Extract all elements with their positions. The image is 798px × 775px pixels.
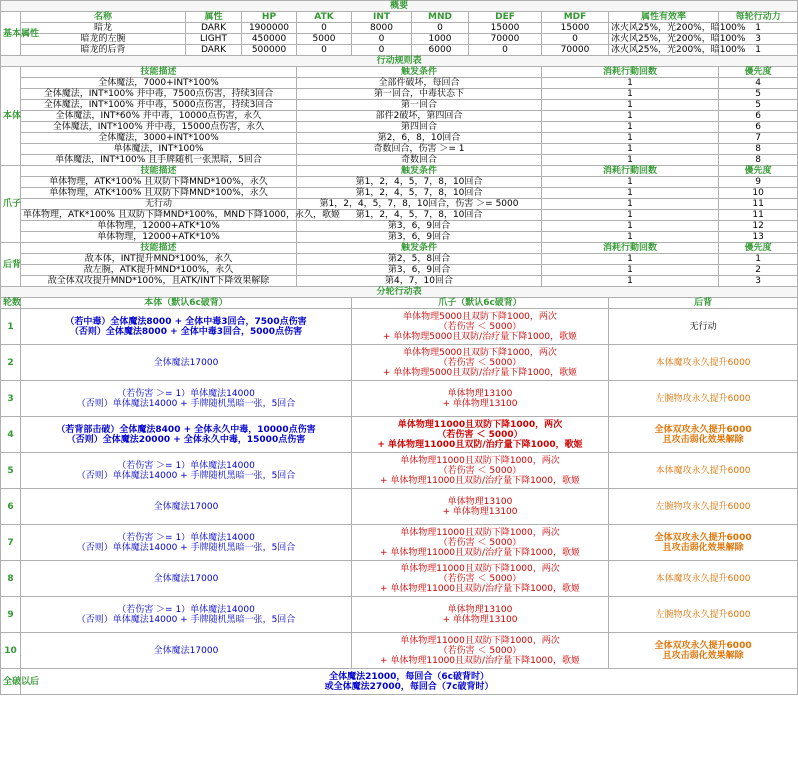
action-cost: 1 [542, 199, 719, 210]
overview-header-cell: 名称 [21, 12, 186, 23]
cell-line: （若背部击破）全体魔法8400 + 全体永久中毒，10000点伤害 [56, 424, 316, 435]
action-cost: 1 [542, 177, 719, 188]
overview-header-cell: MDF [542, 12, 609, 23]
rules-header-cost: 消耗行動回数 [542, 243, 719, 254]
priority: 8 [719, 155, 798, 166]
overview-cell: 0 [412, 23, 469, 34]
body-action [21, 633, 352, 669]
cell-line: 或全体魔法27000，每回合（7c破背时） [324, 681, 494, 692]
overview-cell: 1 [719, 45, 798, 56]
overview-cell: 15000 [469, 23, 542, 34]
overview-cell: 0 [352, 34, 412, 45]
back-action [609, 525, 798, 561]
rules-group-label: 本体 [1, 67, 21, 166]
overview-cell: 70000 [469, 34, 542, 45]
round-number: 5 [1, 453, 21, 489]
overview-cell: DARK [186, 45, 242, 56]
cell-line: （若伤害 ＜ 5000） [438, 465, 522, 476]
skill-description: 全体魔法，INT*100% 并中毒，5000点伤害，持续3回合 [21, 100, 297, 111]
cell-line: （否则）单体魔法14000 + 手牌随机黑暗一张，5回合 [76, 614, 296, 625]
rules-data-row [1, 89, 798, 100]
cell-line: 左腕物攻永久提升6000 [655, 393, 751, 404]
rules-data-row [1, 254, 798, 265]
cell-line: + 单体物理13100 [442, 506, 518, 517]
action-cost: 1 [542, 144, 719, 155]
cell-line: 单体物理11000且双防下降1000，两次 [400, 455, 560, 466]
skill-description: 单体物理，12000+ATK*10% [21, 232, 297, 243]
action-cost: 1 [542, 221, 719, 232]
cell-line: 全体魔法17000 [153, 357, 219, 368]
turns-header-round: 轮数 [1, 298, 21, 309]
rules-header-row [1, 67, 798, 78]
rules-data-row [1, 276, 798, 287]
overview-header-cell: 属性 [186, 12, 242, 23]
trigger-condition: 第3，6，9回合 [297, 265, 542, 276]
skill-description: 单体魔法，INT*100% [21, 144, 297, 155]
cell-line: 单体物理5000且双防下降1000，两次 [403, 311, 557, 322]
body-action [21, 381, 352, 417]
rules-header-cost: 消耗行動回数 [542, 67, 719, 78]
overview-section-title: 概要 [1, 1, 798, 12]
cell-line: 且攻击弱化效果解除 [662, 434, 744, 445]
rules-header-trigger: 触发条件 [297, 166, 542, 177]
overview-cell: 暗龙 [21, 23, 186, 34]
overview-cell: 1000 [412, 34, 469, 45]
cell-line: + 单体物理11000且双防/治疗量下降1000，歌姬 [380, 475, 580, 486]
skill-description: 全体魔法，INT*60% 并中毒，10000点伤害，永久 [21, 111, 297, 122]
rules-data-row [1, 265, 798, 276]
rules-data-row [1, 188, 798, 199]
action-cost: 1 [542, 276, 719, 287]
rules-header-skill: 技能描述 [21, 67, 297, 78]
action-cost: 1 [542, 232, 719, 243]
cell-line: 左腕物攻永久提升6000 [655, 609, 751, 620]
skill-description: 敌左腕，ATK提升MND*100%，永久 [21, 265, 297, 276]
body-action [21, 597, 352, 633]
skill-description: 单体物理，ATK*100% 且双防下降MND*100%，MND下降1000，永久，歌姬 [21, 210, 297, 221]
overview-cell: 3 [719, 34, 798, 45]
cell-line: 无行动 [689, 321, 717, 332]
turn-row [1, 345, 798, 381]
turn-row [1, 453, 798, 489]
cell-line: （若伤害 ＞= 1）单体魔法14000 [117, 460, 255, 471]
cell-line: 全体双攻永久提升6000 [654, 640, 752, 651]
cell-line: + 单体物理13100 [442, 614, 518, 625]
overview-cell: 1 [719, 23, 798, 34]
trigger-condition: 第四回合 [297, 122, 542, 133]
trigger-condition: 第3，6，9回合 [297, 232, 542, 243]
turn-row [1, 561, 798, 597]
back-action [609, 345, 798, 381]
cell-line: 且攻击弱化效果解除 [662, 542, 744, 553]
trigger-condition: 第1，2，4，5，7，8，10回合 [297, 210, 542, 221]
priority: 1 [719, 254, 798, 265]
turn-row [1, 597, 798, 633]
cell-line: （若伤害 ＞= 1）单体魔法14000 [117, 388, 255, 399]
cell-line: + 单体物理5000且双防/治疗量下降1000，歌姬 [382, 367, 578, 378]
priority: 12 [719, 221, 798, 232]
cell-line: （若伤害 ＞= 1）单体魔法14000 [117, 532, 255, 543]
trigger-condition: 奇数回合，伤害 ＞= 1 [297, 144, 542, 155]
cell-line: 且攻击弱化效果解除 [662, 650, 744, 661]
back-action [609, 633, 798, 669]
overview-cell: 0 [542, 34, 609, 45]
claw-action [352, 489, 609, 525]
overview-data-row [1, 45, 798, 56]
overview-cell: 70000 [542, 45, 609, 56]
claw-action [352, 345, 609, 381]
rules-data-row [1, 210, 798, 221]
round-number: 6 [1, 489, 21, 525]
cell-line: 单体物理11000且双防下降1000，两次 [397, 419, 563, 430]
overview-header-cell: DEF [469, 12, 542, 23]
cell-line: 全体魔法17000 [153, 573, 219, 584]
overview-header-cell: INT [352, 12, 412, 23]
turns-header-body: 本体（默认6c破背） [21, 298, 352, 309]
cell-line: 全体双攻永久提升6000 [654, 532, 752, 543]
skill-description: 单体物理，12000+ATK*10% [21, 221, 297, 232]
priority: 6 [719, 111, 798, 122]
priority: 6 [719, 122, 798, 133]
rules-data-row [1, 155, 798, 166]
rules-data-row [1, 133, 798, 144]
body-action [21, 417, 352, 453]
round-number: 3 [1, 381, 21, 417]
action-cost: 1 [542, 265, 719, 276]
priority: 9 [719, 177, 798, 188]
round-number: 7 [1, 525, 21, 561]
priority: 5 [719, 89, 798, 100]
skill-description: 全体魔法，3000+INT*100% [21, 133, 297, 144]
back-action [609, 561, 798, 597]
trigger-condition: 第3，6，9回合 [297, 221, 542, 232]
rules-header-cost: 消耗行動回数 [542, 166, 719, 177]
overview-cell: 暗龙的后背 [21, 45, 186, 56]
cell-line: 全体双攻永久提升6000 [654, 424, 752, 435]
rules-group-label: 后背 [1, 243, 21, 287]
cell-line: 全体魔法17000 [153, 645, 219, 656]
cell-line: 单体物理11000且双防下降1000，两次 [400, 635, 560, 646]
cell-line: （若伤害 ＜ 5000） [438, 321, 522, 332]
final-row [1, 669, 798, 695]
rules-header-trigger: 触发条件 [297, 243, 542, 254]
round-number: 9 [1, 597, 21, 633]
overview-cell: 0 [297, 23, 352, 34]
cell-line: 单体物理11000且双防下降1000，两次 [400, 563, 560, 574]
cell-line: + 单体物理5000且双防/治疗量下降1000，歌姬 [382, 331, 578, 342]
overview-cell: 0 [297, 45, 352, 56]
cell-line: （若伤害 ＜ 5000） [438, 357, 522, 368]
overview-cell: LIGHT [186, 34, 242, 45]
overview-header-cell: 每轮行动力 [719, 12, 798, 23]
body-action [21, 345, 352, 381]
overview-header-row [1, 12, 798, 23]
turn-row [1, 633, 798, 669]
priority: 10 [719, 188, 798, 199]
skill-description: 敌本体，INT提升MND*100%，永久 [21, 254, 297, 265]
trigger-condition: 第2，6，8，10回合 [297, 133, 542, 144]
rules-group-label: 爪子 [1, 166, 21, 243]
action-cost: 1 [542, 133, 719, 144]
round-number: 1 [1, 309, 21, 345]
claw-action [352, 309, 609, 345]
priority: 11 [719, 210, 798, 221]
body-action [21, 561, 352, 597]
priority: 11 [719, 199, 798, 210]
cell-line: （若中毒）全体魔法8000 + 全体中毒3回合，7500点伤害 [65, 316, 307, 327]
action-cost: 1 [542, 210, 719, 221]
trigger-condition: 第一回合 [297, 100, 542, 111]
overview-header-cell: MND [412, 12, 469, 23]
action-cost: 1 [542, 111, 719, 122]
cell-line: （否则）单体魔法14000 + 手牌随机黑暗一张，5回合 [76, 398, 296, 409]
action-cost: 1 [542, 100, 719, 111]
body-action [21, 525, 352, 561]
rules-data-row [1, 122, 798, 133]
cell-line: 单体物理13100 [447, 388, 513, 399]
priority: 4 [719, 78, 798, 89]
trigger-condition: 第4，7，10回合 [297, 276, 542, 287]
claw-action [352, 417, 609, 453]
cell-line: （若伤害 ＜ 5000） [438, 573, 522, 584]
cell-line: 全体魔法21000，每回合（6c破背时） [329, 671, 490, 682]
body-action [21, 489, 352, 525]
skill-description: 全体魔法，7000+INT*100% [21, 78, 297, 89]
rules-header-row [1, 243, 798, 254]
turn-row [1, 309, 798, 345]
section-header-row [1, 287, 798, 298]
cell-line: 本体魔攻永久提升6000 [655, 357, 751, 368]
turn-row [1, 381, 798, 417]
section-header-row [1, 1, 798, 12]
cell-line: （若伤害 ＜ 5000） [437, 429, 523, 440]
priority: 8 [719, 144, 798, 155]
cell-line: 单体物理13100 [447, 496, 513, 507]
action-cost: 1 [542, 122, 719, 133]
back-action [609, 381, 798, 417]
cell-line: 单体物理11000且双防下降1000，两次 [400, 527, 560, 538]
rules-data-row [1, 111, 798, 122]
rules-data-row [1, 177, 798, 188]
overview-data-row [1, 23, 798, 34]
turns-header-row [1, 298, 798, 309]
overview-header-cell: HP [242, 12, 297, 23]
overview-cell: 冰火风25%，光200%，暗100% [609, 34, 719, 45]
rules-data-row [1, 78, 798, 89]
final-action [21, 669, 798, 695]
cell-line: 左腕物攻永久提升6000 [655, 501, 751, 512]
claw-action [352, 381, 609, 417]
claw-action [352, 633, 609, 669]
cell-line: + 单体物理11000且双防/治疗量下降1000，歌姬 [377, 439, 583, 450]
rules-header-skill: 技能描述 [21, 166, 297, 177]
rules-header-skill: 技能描述 [21, 243, 297, 254]
row-label-basic: 基本属性 [1, 12, 21, 56]
claw-action [352, 525, 609, 561]
cell-line: 本体魔攻永久提升6000 [655, 465, 751, 476]
turns-section-title: 分轮行动表 [1, 287, 798, 298]
turn-row [1, 417, 798, 453]
action-cost: 1 [542, 155, 719, 166]
round-number: 10 [1, 633, 21, 669]
body-action [21, 453, 352, 489]
action-cost: 1 [542, 188, 719, 199]
overview-header-cell: 属性有效率 [609, 12, 719, 23]
skill-description: 单体物理，ATK*100% 且双防下降MND*100%，永久 [21, 188, 297, 199]
round-number: 8 [1, 561, 21, 597]
cell-line: 全体魔法17000 [153, 501, 219, 512]
overview-cell: 1900000 [242, 23, 297, 34]
rules-header-row [1, 166, 798, 177]
priority: 7 [719, 133, 798, 144]
rules-header-priority: 優先度 [719, 166, 798, 177]
rules-data-row [1, 199, 798, 210]
action-cost: 1 [542, 89, 719, 100]
cell-line: + 单体物理13100 [442, 398, 518, 409]
priority: 5 [719, 100, 798, 111]
overview-cell: 5000 [297, 34, 352, 45]
skill-description: 无行动 [21, 199, 297, 210]
overview-cell: 暗龙的左腕 [21, 34, 186, 45]
cell-line: 本体魔攻永久提升6000 [655, 573, 751, 584]
overview-header-cell: ATK [297, 12, 352, 23]
cell-line: + 单体物理11000且双防/治疗量下降1000，歌姬 [380, 583, 580, 594]
skill-description: 全体魔法，INT*100% 并中毒，7500点伤害，持续3回合 [21, 89, 297, 100]
turns-header-back: 后背 [609, 298, 798, 309]
trigger-condition: 部件2破坏，第四回合 [297, 111, 542, 122]
overview-cell: DARK [186, 23, 242, 34]
overview-cell: 冰火风25%，光200%，暗100% [609, 23, 719, 34]
overview-cell: 6000 [412, 45, 469, 56]
skill-description: 单体魔法，INT*100% 且手牌随机一张黑暗，5回合 [21, 155, 297, 166]
cell-line: （否则）单体魔法14000 + 手牌随机黑暗一张，5回合 [76, 470, 296, 481]
round-number: 2 [1, 345, 21, 381]
back-action [609, 453, 798, 489]
trigger-condition: 第一回合，中毒状态下 [297, 89, 542, 100]
overview-cell: 8000 [352, 23, 412, 34]
claw-action [352, 561, 609, 597]
rules-data-row [1, 100, 798, 111]
cell-line: + 单体物理11000且双防/治疗量下降1000，歌姬 [380, 547, 580, 558]
cell-line: （否则）全体魔法20000 + 全体永久中毒，15000点伤害 [66, 434, 306, 445]
overview-cell: 冰火风25%，光200%，暗100% [609, 45, 719, 56]
back-action [609, 489, 798, 525]
claw-action [352, 453, 609, 489]
overview-cell: 500000 [242, 45, 297, 56]
round-number: 4 [1, 417, 21, 453]
turns-header-claw: 爪子（默认6c破背） [352, 298, 609, 309]
rules-data-row [1, 232, 798, 243]
skill-description: 全体魔法，INT*100% 并中毒，15000点伤害，永久 [21, 122, 297, 133]
action-cost: 1 [542, 254, 719, 265]
trigger-condition: 第1，2，4，5，7，8，10回合 [297, 188, 542, 199]
overview-cell: 15000 [542, 23, 609, 34]
rules-section-title: 行动规则表 [1, 56, 798, 67]
trigger-condition: 第2，5，8回合 [297, 254, 542, 265]
overview-cell: 0 [469, 45, 542, 56]
claw-action [352, 597, 609, 633]
cell-line: 单体物理5000且双防下降1000，两次 [403, 347, 557, 358]
overview-cell: 450000 [242, 34, 297, 45]
final-label: 全破以后 [1, 669, 21, 695]
skill-description: 单体物理，ATK*100% 且双防下降MND*100%，永久 [21, 177, 297, 188]
cell-line: （若伤害 ＞= 1）单体魔法14000 [117, 604, 255, 615]
rules-data-row [1, 221, 798, 232]
back-action [609, 309, 798, 345]
trigger-condition: 第1，2，4，5，7，8，10回合，伤害 ＞= 5000 [297, 199, 542, 210]
rules-header-priority: 優先度 [719, 243, 798, 254]
skill-description: 敌全体双攻提升MND*100%，且ATK/INT下降效果解除 [21, 276, 297, 287]
cell-line: （若伤害 ＜ 5000） [438, 645, 522, 656]
cell-line: （否则）单体魔法14000 + 手牌随机黑暗一张，5回合 [76, 542, 296, 553]
turn-row [1, 489, 798, 525]
cell-line: 单体物理13100 [447, 604, 513, 615]
trigger-condition: 奇数回合 [297, 155, 542, 166]
cell-line: （若伤害 ＜ 5000） [438, 537, 522, 548]
overview-cell: 0 [352, 45, 412, 56]
overview-data-row [1, 34, 798, 45]
rules-header-trigger: 触发条件 [297, 67, 542, 78]
turn-row [1, 525, 798, 561]
body-action [21, 309, 352, 345]
cell-line: + 单体物理11000且双防/治疗量下降1000，歌姬 [380, 655, 580, 666]
trigger-condition: 全部件破坏，每回合 [297, 78, 542, 89]
priority: 3 [719, 276, 798, 287]
rules-header-priority: 優先度 [719, 67, 798, 78]
trigger-condition: 第1，2，4，5，7，8，10回合 [297, 177, 542, 188]
priority: 2 [719, 265, 798, 276]
section-header-row [1, 56, 798, 67]
back-action [609, 417, 798, 453]
back-action [609, 597, 798, 633]
action-cost: 1 [542, 78, 719, 89]
cell-line: （否则）全体魔法8000 + 全体中毒3回合，5000点伤害 [69, 326, 303, 337]
rules-data-row [1, 144, 798, 155]
priority: 13 [719, 232, 798, 243]
